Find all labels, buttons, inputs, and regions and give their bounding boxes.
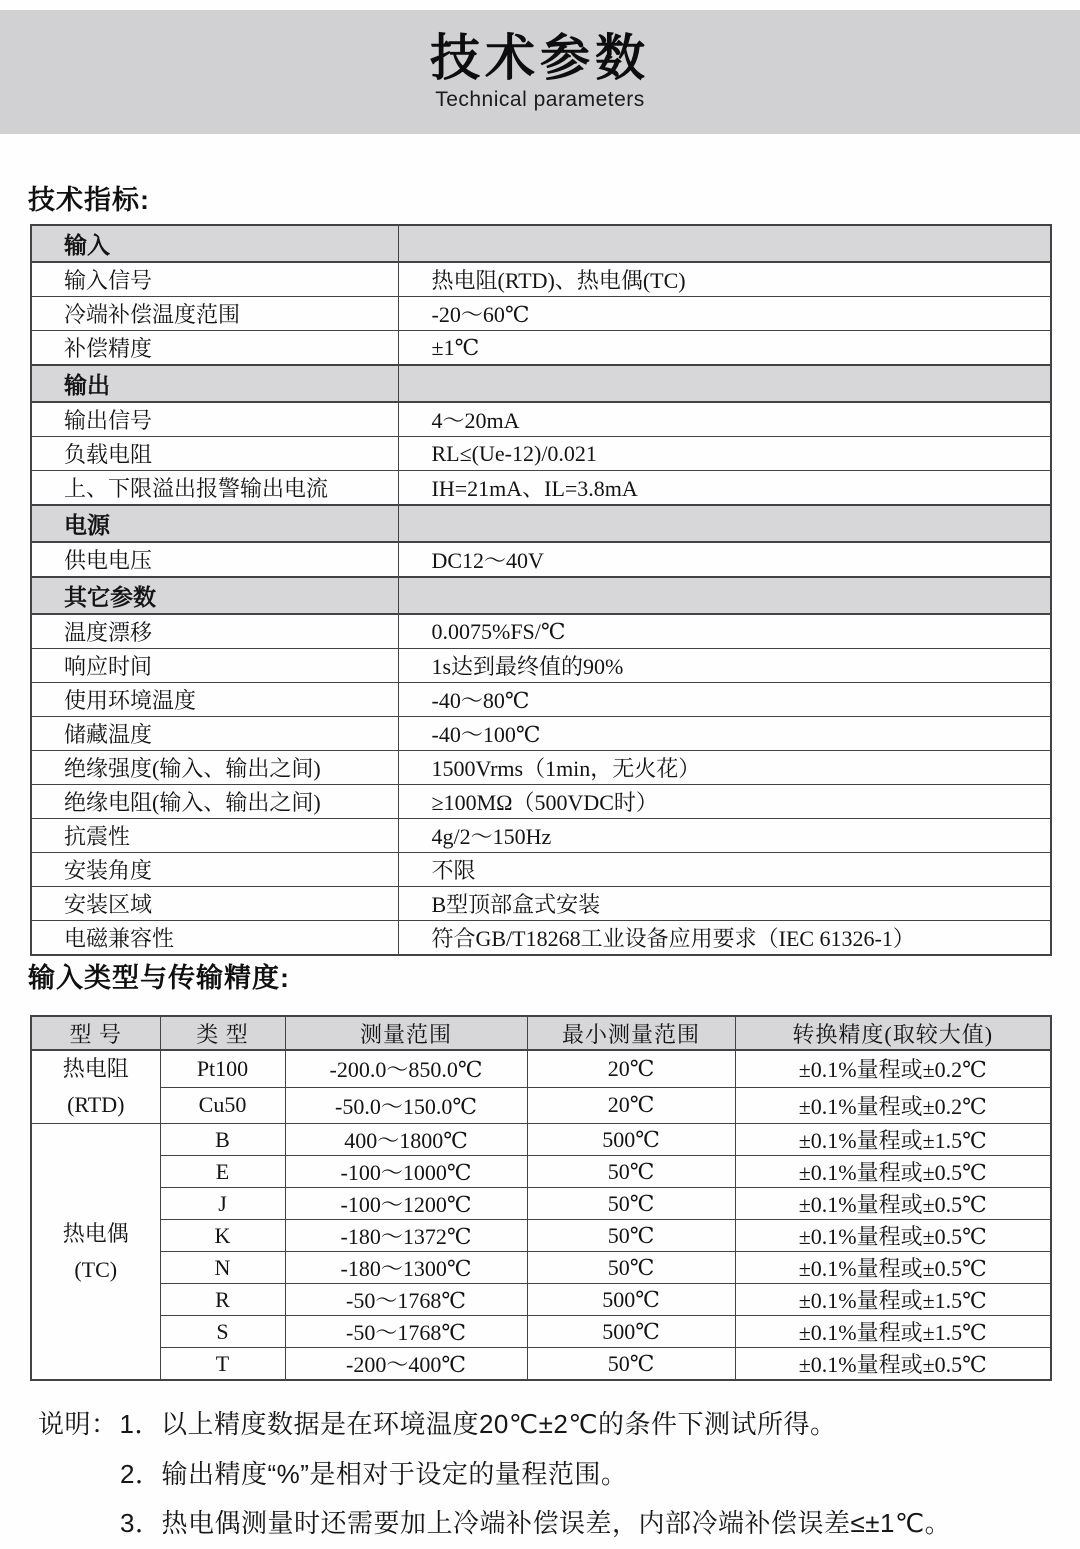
page-subtitle: Technical parameters <box>435 87 645 111</box>
cell-range: -200～400℃ <box>285 1348 527 1381</box>
spec-row-label: 抗震性 <box>31 819 398 853</box>
accuracy-header-type: 类 型 <box>160 1016 285 1050</box>
spec-section-value <box>398 505 1051 542</box>
spec-row-value: -20～60℃ <box>398 297 1051 331</box>
cell-type: Pt100 <box>160 1050 285 1087</box>
spec-row-value: ≥100MΩ（500VDC时） <box>398 785 1051 819</box>
cell-accuracy: ±0.1%量程或±1.5℃ <box>735 1284 1051 1316</box>
accuracy-header-accuracy: 转换精度(取较大值) <box>735 1016 1051 1050</box>
spec-row-value: DC12～40V <box>398 542 1051 577</box>
cell-range: -50～1768℃ <box>285 1284 527 1316</box>
title-banner <box>0 10 1080 134</box>
spec-section-row <box>31 365 1051 402</box>
spec-row <box>31 331 1051 366</box>
cell-type: T <box>160 1348 285 1381</box>
spec-row-value: 0.0075%FS/℃ <box>398 614 1051 649</box>
accuracy-row <box>31 1050 1051 1087</box>
cell-type: N <box>160 1252 285 1284</box>
cell-type: J <box>160 1188 285 1220</box>
spec-section-row <box>31 577 1051 614</box>
cell-min-range: 20℃ <box>527 1087 735 1123</box>
spec-row <box>31 262 1051 297</box>
accuracy-row <box>31 1188 1051 1220</box>
cell-min-range: 50℃ <box>527 1252 735 1284</box>
cell-accuracy: ±0.1%量程或±0.2℃ <box>735 1050 1051 1087</box>
spec-row <box>31 887 1051 921</box>
spec-row <box>31 297 1051 331</box>
cell-min-range: 20℃ <box>527 1050 735 1087</box>
spec-row <box>31 751 1051 785</box>
accuracy-model-rtd <box>31 1050 160 1124</box>
notes-line-2: 2．输出精度“%”是相对于设定的量程范围。 <box>120 1459 628 1489</box>
accuracy-header-row <box>31 1016 1051 1050</box>
spec-row <box>31 402 1051 437</box>
cell-type: R <box>160 1284 285 1316</box>
spec-row <box>31 785 1051 819</box>
spec-row-label: 安装区域 <box>31 887 398 921</box>
spec-section-row <box>31 225 1051 262</box>
spec-row-value: 热电阻(RTD)、热电偶(TC) <box>398 262 1051 297</box>
spec-row-label: 输入信号 <box>31 262 398 297</box>
page-title: 技术参数 <box>430 30 650 87</box>
accuracy-row <box>31 1220 1051 1252</box>
spec-section-label: 输出 <box>31 365 398 402</box>
cell-range: -200.0～850.0℃ <box>285 1050 527 1087</box>
spec-row <box>31 437 1051 471</box>
cell-accuracy: ±0.1%量程或±0.5℃ <box>735 1188 1051 1220</box>
spec-row-label: 安装角度 <box>31 853 398 887</box>
model-abbr: (RTD) <box>67 1092 125 1117</box>
spec-row-value: IH=21mA、IL=3.8mA <box>398 471 1051 506</box>
spec-row <box>31 853 1051 887</box>
accuracy-row <box>31 1348 1051 1381</box>
accuracy-header-min-range: 最小测量范围 <box>527 1016 735 1050</box>
notes-line-1 <box>38 1404 837 1441</box>
model-name: 热电偶 <box>62 1220 129 1246</box>
spec-row <box>31 921 1051 956</box>
cell-range: 400～1800℃ <box>285 1124 527 1156</box>
accuracy-table <box>30 1015 1052 1381</box>
spec-row-value: 不限 <box>398 853 1051 887</box>
notes-line-3: 3．热电偶测量时还需要加上冷端补偿误差，内部冷端补偿误差≤±1℃。 <box>120 1508 952 1538</box>
model-name: 热电阻 <box>62 1056 129 1081</box>
spec-row-label: 冷端补偿温度范围 <box>31 297 398 331</box>
cell-min-range: 500℃ <box>527 1124 735 1156</box>
spec-row-value: RL≤(Ue-12)/0.021 <box>398 437 1051 471</box>
section-heading-specs: 技术指标: <box>28 185 150 215</box>
accuracy-row <box>31 1252 1051 1284</box>
accuracy-row <box>31 1316 1051 1348</box>
accuracy-row <box>31 1124 1051 1156</box>
cell-type: Cu50 <box>160 1087 285 1123</box>
cell-accuracy: ±0.1%量程或±0.5℃ <box>735 1252 1051 1284</box>
cell-range: -50.0～150.0℃ <box>285 1087 527 1123</box>
spec-row-label: 上、下限溢出报警输出电流 <box>31 471 398 506</box>
spec-row-label: 绝缘强度(输入、输出之间) <box>31 751 398 785</box>
spec-row-label: 响应时间 <box>31 649 398 683</box>
spec-row <box>31 649 1051 683</box>
cell-type: S <box>160 1316 285 1348</box>
spec-row <box>31 717 1051 751</box>
spec-row-label: 绝缘电阻(输入、输出之间) <box>31 785 398 819</box>
section-heading-accuracy: 输入类型与传输精度: <box>28 963 290 993</box>
accuracy-row <box>31 1156 1051 1188</box>
spec-row <box>31 819 1051 853</box>
spec-row-label: 温度漂移 <box>31 614 398 649</box>
spec-section-row <box>31 505 1051 542</box>
spec-table <box>30 224 1052 956</box>
accuracy-model-tc <box>31 1124 160 1381</box>
cell-min-range: 50℃ <box>527 1220 735 1252</box>
spec-row-label: 电磁兼容性 <box>31 921 398 956</box>
cell-min-range: 50℃ <box>527 1348 735 1381</box>
cell-range: -180～1372℃ <box>285 1220 527 1252</box>
spec-row-value: 1s达到最终值的90% <box>398 649 1051 683</box>
cell-range: -180～1300℃ <box>285 1252 527 1284</box>
spec-row-value: 1500Vrms（1min，无火花） <box>398 751 1051 785</box>
cell-accuracy: ±0.1%量程或±1.5℃ <box>735 1124 1051 1156</box>
notes-prefix: 说明： <box>38 1409 118 1439</box>
spec-row-label: 补偿精度 <box>31 331 398 366</box>
cell-accuracy: ±0.1%量程或±0.5℃ <box>735 1220 1051 1252</box>
accuracy-header-model: 型 号 <box>31 1016 160 1050</box>
spec-row-value: -40～80℃ <box>398 683 1051 717</box>
spec-section-label: 电源 <box>31 505 398 542</box>
spec-row <box>31 614 1051 649</box>
spec-row-value: B型顶部盒式安装 <box>398 887 1051 921</box>
spec-section-value <box>398 577 1051 614</box>
spec-row <box>31 471 1051 506</box>
cell-accuracy: ±0.1%量程或±0.5℃ <box>735 1348 1051 1381</box>
spec-section-label: 输入 <box>31 225 398 262</box>
cell-range: -100～1000℃ <box>285 1156 527 1188</box>
spec-row-value: 符合GB/T18268工业设备应用要求（IEC 61326-1） <box>398 921 1051 956</box>
model-abbr: (TC) <box>74 1256 118 1282</box>
cell-type: K <box>160 1220 285 1252</box>
accuracy-row <box>31 1087 1051 1123</box>
spec-row-value: 4～20mA <box>398 402 1051 437</box>
cell-min-range: 50℃ <box>527 1188 735 1220</box>
cell-type: B <box>160 1124 285 1156</box>
cell-range: -50～1768℃ <box>285 1316 527 1348</box>
cell-accuracy: ±0.1%量程或±1.5℃ <box>735 1316 1051 1348</box>
spec-row-label: 储藏温度 <box>31 717 398 751</box>
spec-row-label: 负载电阻 <box>31 437 398 471</box>
spec-row-label: 供电电压 <box>31 542 398 577</box>
spec-row-label: 输出信号 <box>31 402 398 437</box>
spec-row <box>31 542 1051 577</box>
accuracy-row <box>31 1284 1051 1316</box>
accuracy-header-range: 测量范围 <box>285 1016 527 1050</box>
spec-row-label: 使用环境温度 <box>31 683 398 717</box>
cell-min-range: 500℃ <box>527 1284 735 1316</box>
cell-accuracy: ±0.1%量程或±0.5℃ <box>735 1156 1051 1188</box>
cell-min-range: 50℃ <box>527 1156 735 1188</box>
note-item-1: 1．以上精度数据是在环境温度20℃±2℃的条件下测试所得。 <box>119 1409 837 1439</box>
cell-min-range: 500℃ <box>527 1316 735 1348</box>
spec-row-value: -40～100℃ <box>398 717 1051 751</box>
spec-section-value <box>398 225 1051 262</box>
cell-accuracy: ±0.1%量程或±0.2℃ <box>735 1087 1051 1123</box>
spec-section-value <box>398 365 1051 402</box>
spec-row-value: 4g/2～150Hz <box>398 819 1051 853</box>
spec-row <box>31 683 1051 717</box>
cell-range: -100～1200℃ <box>285 1188 527 1220</box>
cell-type: E <box>160 1156 285 1188</box>
spec-row-value: ±1℃ <box>398 331 1051 366</box>
spec-section-label: 其它参数 <box>31 577 398 614</box>
